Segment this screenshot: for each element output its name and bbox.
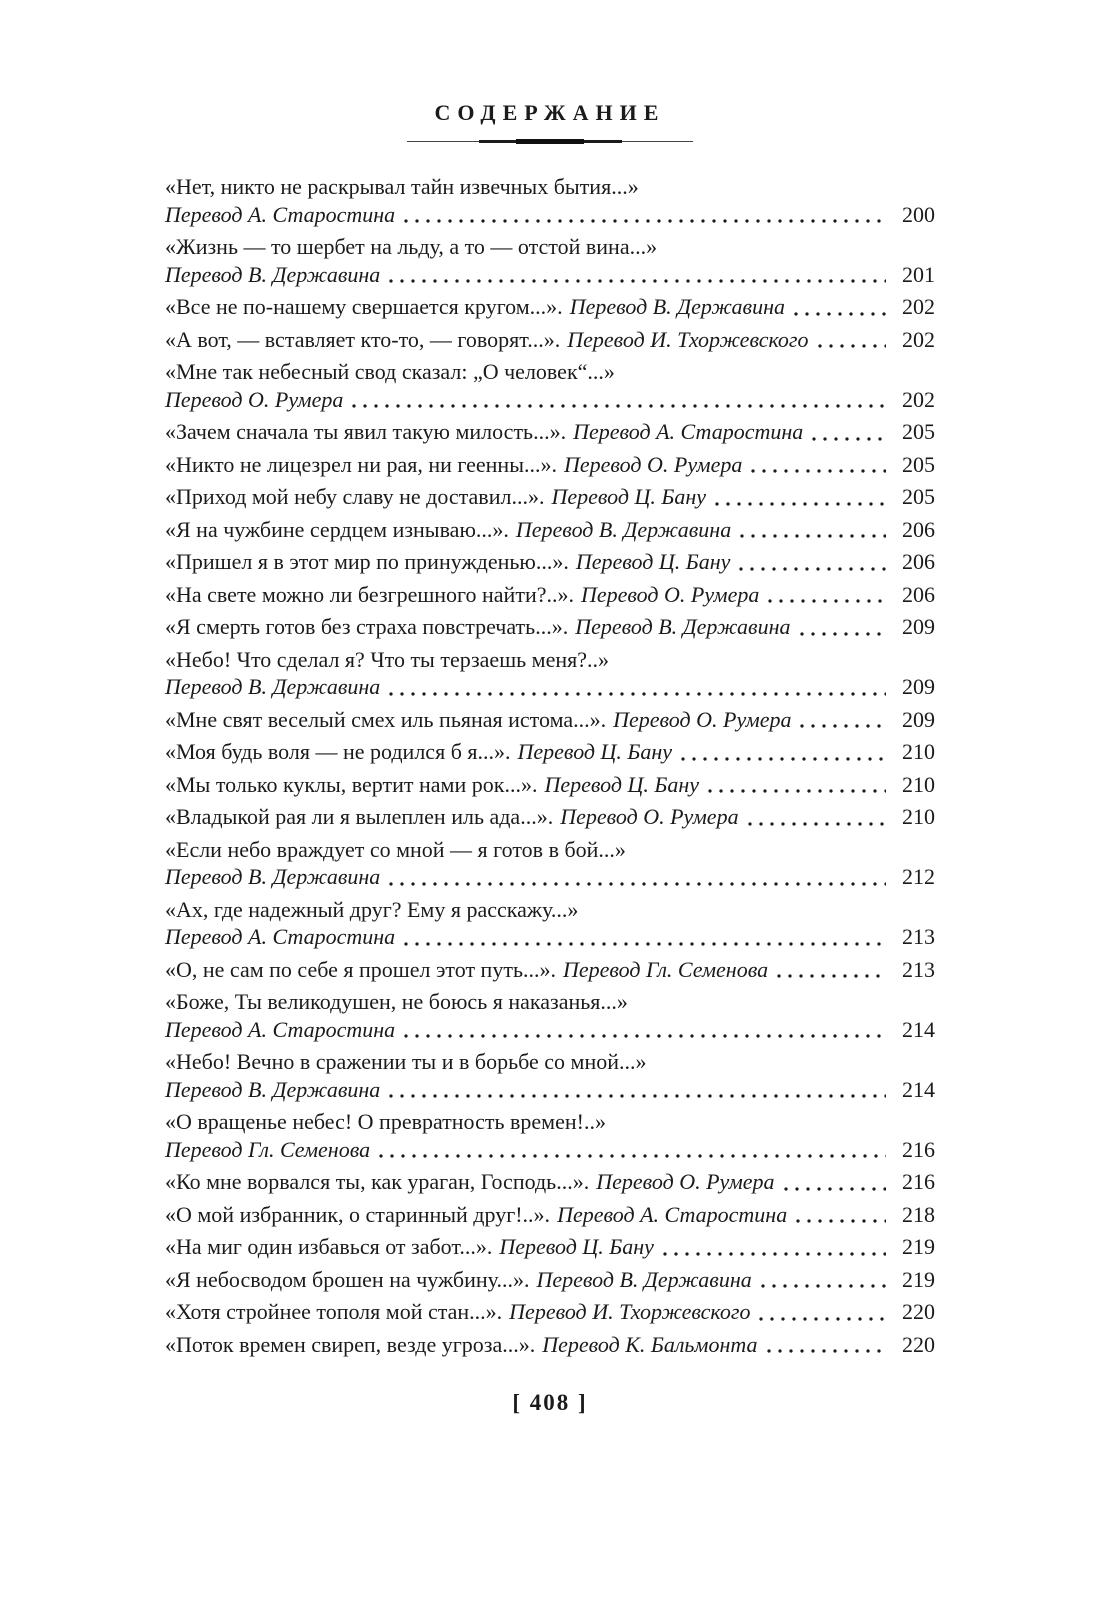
dot-leader (389, 863, 886, 891)
entry-page-number: 219 (902, 1266, 935, 1292)
entry-quote-line (165, 233, 935, 261)
entry-page-number: 216 (902, 1169, 935, 1194)
table-of-contents-entry (165, 646, 935, 701)
entry-line (165, 293, 935, 321)
entry-translator: Перевод Ц. Бану (551, 484, 707, 509)
table-of-contents-entry (165, 548, 935, 576)
entry-page-number: 209 (902, 674, 935, 699)
entry-quote-line (165, 896, 935, 924)
entry-translator: Перевод О. Румера (563, 451, 743, 477)
entry-quote: «Поток времен свиреп, везде угроза...». (165, 1331, 536, 1357)
table-of-contents-entry (165, 1298, 935, 1326)
dot-leader (796, 1201, 886, 1229)
entry-quote-line (165, 1108, 935, 1136)
table-of-contents-entry (165, 326, 935, 354)
entry-page-number: 218 (902, 1201, 935, 1227)
entry-translator: Перевод И. Тхоржевского (567, 326, 809, 352)
entry-line (165, 771, 935, 799)
entry-line (165, 451, 935, 479)
entry-line (165, 516, 935, 544)
entry-page-number: 206 (902, 581, 935, 607)
table-of-contents-entry (165, 896, 935, 951)
dot-leader (751, 451, 886, 479)
dot-leader (404, 201, 886, 229)
entry-quote: «Никто не лицезрел ни рая, ни геенны...». (165, 451, 557, 477)
table-of-contents-entry (165, 836, 935, 891)
entry-quote: «Мне свят веселый смех иль пьяная истома...». (165, 706, 607, 732)
entry-page-number: 214 (902, 1016, 935, 1042)
entry-translator-line (165, 1016, 935, 1044)
table-of-contents-entry (165, 1266, 935, 1294)
table-of-contents-entry (165, 1168, 935, 1196)
entry-translator-line (165, 386, 935, 414)
dot-leader (389, 1076, 886, 1104)
entry-translator: Перевод В. Державина (569, 294, 785, 319)
entry-quote: «Мы только куклы, вертит нами рок...». (165, 771, 538, 797)
entry-translator: Перевод А. Старостина (557, 1201, 788, 1227)
entry-quote: «На миг один избавься от забот...». (165, 1234, 493, 1259)
entry-translator: Перевод В. Державина (165, 864, 381, 889)
entry-page-number: 210 (902, 771, 935, 797)
entry-quote: «Я небосводом брошен на чужбину...». (165, 1266, 530, 1292)
dot-leader (681, 738, 886, 766)
entry-page-number: 219 (902, 1234, 935, 1259)
dot-leader (740, 516, 886, 544)
entry-line (165, 1168, 935, 1196)
entry-line (165, 418, 935, 446)
entry-translator-line (165, 673, 935, 701)
entry-translator: Перевод В. Державина (165, 674, 381, 699)
entry-translator: Перевод К. Бальмонта (542, 1331, 758, 1357)
table-of-contents-entry (165, 1108, 935, 1163)
entry-translator: Перевод А. Старостина (165, 1016, 396, 1042)
entry-quote: «Жизнь — то шербет на льду, а то — отстой вина...» (165, 234, 658, 259)
entry-line (165, 1233, 935, 1261)
entry-translator: Перевод Ц. Бану (544, 771, 700, 797)
entry-page-number: 212 (902, 864, 935, 889)
entry-page-number: 210 (902, 804, 935, 829)
dot-leader (739, 548, 886, 576)
entry-quote: «Ах, где надежный друг? Ему я расскажу...» (165, 896, 579, 922)
entry-page-number: 209 (902, 706, 935, 732)
divider-thick-bar (516, 139, 585, 144)
entry-translator: Перевод Ц. Бану (517, 739, 673, 764)
table-of-contents-entry (165, 1201, 935, 1229)
entry-quote-line (165, 988, 935, 1016)
entry-quote: «Приход мой небу славу не доставил...». (165, 484, 545, 509)
entry-page-number: 202 (902, 386, 935, 412)
table-of-contents-entry (165, 1048, 935, 1103)
entry-quote: «Если небо враждует со мной — я готов в бой...» (165, 836, 626, 862)
entry-line (165, 1298, 935, 1326)
entry-page-number: 201 (902, 261, 935, 287)
entry-quote: «А вот, — вставляет кто-то, — говорят...». (165, 326, 561, 352)
entry-page-number: 205 (902, 484, 935, 509)
dot-leader (800, 706, 886, 734)
entry-quote: «Нет, никто не раскрывал тайн извечных бытия...» (165, 174, 639, 199)
entry-translator: Перевод В. Державина (536, 1266, 752, 1292)
table-of-contents-entry (165, 771, 935, 799)
dot-leader (767, 1331, 886, 1359)
entry-translator-line (165, 923, 935, 951)
title-divider-rule (407, 138, 693, 145)
entry-quote: «Я на чужбине сердцем изнываю...». (165, 516, 509, 542)
entry-quote: «Пришел я в этот мир по принужденью...». (165, 549, 569, 574)
entry-line (165, 956, 935, 984)
entry-quote-line (165, 1048, 935, 1076)
entry-page-number: 213 (902, 956, 935, 982)
entry-page-number: 210 (902, 739, 935, 764)
page-number-folio: [ 408 ] (512, 1390, 588, 1415)
entry-page-number: 213 (902, 924, 935, 949)
entry-line (165, 1331, 935, 1359)
entry-quote: «О вращенье небес! О превратность времен!..» (165, 1109, 606, 1134)
entry-translator: Перевод Гл. Семенова (562, 956, 769, 982)
entry-quote: «Небо! Вечно в сражении ты и в борьбе со мной...» (165, 1049, 647, 1074)
entry-page-number: 206 (902, 549, 935, 574)
entry-translator: Перевод А. Старостина (573, 419, 804, 444)
table-of-contents-entry (165, 233, 935, 288)
entry-quote: «Небо! Что сделал я? Что ты терзаешь меня?..» (165, 646, 610, 672)
entry-translator-line (165, 1136, 935, 1164)
entry-page-number: 220 (902, 1299, 935, 1324)
entry-translator: Перевод О. Румера (613, 706, 792, 732)
dot-leader (761, 1266, 886, 1294)
entry-quote: «Боже, Ты великодушен, не боюсь я наказанья...» (165, 989, 628, 1014)
entry-quote: «Моя будь воля — не родился б я...». (165, 739, 511, 764)
entry-translator: Перевод В. Державина (515, 516, 732, 542)
dot-leader (800, 613, 886, 641)
entry-page-number: 200 (902, 201, 935, 227)
entry-translator: Перевод О. Румера (596, 1169, 775, 1194)
dot-leader (352, 386, 886, 414)
dot-leader (748, 803, 886, 831)
entry-translator: Перевод А. Старостина (165, 924, 396, 949)
dot-leader (708, 771, 886, 799)
entry-line (165, 581, 935, 609)
entry-line (165, 1201, 935, 1229)
entry-translator-line (165, 201, 935, 229)
entry-translator: Перевод Гл. Семенова (165, 1136, 371, 1162)
table-of-contents-entry (165, 988, 935, 1043)
entry-translator: Перевод И. Тхоржевского (509, 1299, 751, 1324)
entry-translator-line (165, 261, 935, 289)
table-of-contents-entry (165, 1233, 935, 1261)
dot-leader (404, 1016, 886, 1044)
dot-leader (389, 673, 886, 701)
entry-quote: «Все не по-нашему свершается кругом...». (165, 294, 563, 319)
entry-line (165, 803, 935, 831)
table-of-contents-entry (165, 516, 935, 544)
entry-quote: «На свете можно ли безгрешного найти?..». (165, 581, 574, 607)
entry-translator: Перевод Ц. Бану (499, 1234, 654, 1259)
entry-page-number: 214 (902, 1076, 935, 1102)
entry-page-number: 209 (902, 614, 935, 639)
entry-quote: «Ко мне ворвался ты, как ураган, Господь...». (165, 1169, 590, 1194)
entry-translator: Перевод О. Румера (560, 804, 739, 829)
page-title: СОДЕРЖАНИЕ (434, 100, 666, 125)
toc-list (165, 173, 935, 1358)
toc-content (165, 0, 935, 1358)
entry-quote-line (165, 646, 935, 674)
entry-line (165, 1266, 935, 1294)
table-of-contents-entry (165, 1331, 935, 1359)
dot-leader (379, 1136, 886, 1164)
entry-page-number: 205 (902, 419, 935, 444)
entry-page-number: 220 (902, 1331, 935, 1357)
entry-page-number: 216 (902, 1136, 935, 1162)
dot-leader (812, 418, 886, 446)
entry-translator: Перевод В. Державина (575, 614, 791, 639)
entry-page-number: 202 (902, 294, 935, 319)
entry-quote: «Хотя стройнее тополя мой стан...». (165, 1299, 503, 1324)
entry-line (165, 548, 935, 576)
entry-quote: «Владыкой рая ли я вылеплен иль ада...». (165, 804, 554, 829)
dot-leader (794, 293, 886, 321)
entry-quote-line (165, 836, 935, 864)
table-of-contents-entry (165, 581, 935, 609)
entry-translator: Перевод В. Державина (165, 1076, 381, 1102)
table-of-contents-entry (165, 358, 935, 413)
entry-quote: «Мне так небесный свод сказал: „О человек“...» (165, 359, 615, 384)
entry-line (165, 613, 935, 641)
entry-translator: Перевод Ц. Бану (575, 549, 731, 574)
dot-leader (777, 956, 886, 984)
dot-leader (768, 581, 886, 609)
table-of-contents-entry (165, 451, 935, 479)
dot-leader (818, 326, 887, 354)
entry-quote: «Я смерть готов без страха повстречать...». (165, 614, 569, 639)
entry-line (165, 483, 935, 511)
entry-page-number: 206 (902, 516, 935, 542)
entry-quote: «Зачем сначала ты явил такую милость...». (165, 419, 567, 444)
dot-leader (784, 1168, 886, 1196)
entry-line (165, 738, 935, 766)
table-of-contents-entry (165, 706, 935, 734)
dot-leader (715, 483, 886, 511)
table-of-contents-entry (165, 803, 935, 831)
table-of-contents-entry (165, 738, 935, 766)
table-of-contents-entry (165, 483, 935, 511)
dot-leader (404, 923, 886, 951)
entry-translator: Перевод В. Державина (165, 261, 381, 287)
table-of-contents-entry (165, 293, 935, 321)
entry-quote: «О мой избранник, о старинный друг!..». (165, 1201, 551, 1227)
entry-translator: Перевод А. Старостина (165, 201, 396, 227)
entry-translator-line (165, 1076, 935, 1104)
entry-quote: «О, не сам по себе я прошел этот путь...». (165, 956, 556, 982)
entry-quote-line (165, 358, 935, 386)
dot-leader (389, 261, 886, 289)
table-of-contents-entry (165, 956, 935, 984)
entry-line (165, 326, 935, 354)
dot-leader (663, 1233, 886, 1261)
entry-quote-line (165, 173, 935, 201)
entry-translator-line (165, 863, 935, 891)
entry-page-number: 202 (902, 326, 935, 352)
table-of-contents-entry (165, 173, 935, 228)
entry-line (165, 706, 935, 734)
entry-page-number: 205 (902, 451, 935, 477)
table-of-contents-entry (165, 613, 935, 641)
table-of-contents-entry (165, 418, 935, 446)
dot-leader (759, 1298, 886, 1326)
entry-translator: Перевод О. Румера (581, 581, 760, 607)
entry-translator: Перевод О. Румера (165, 386, 344, 412)
